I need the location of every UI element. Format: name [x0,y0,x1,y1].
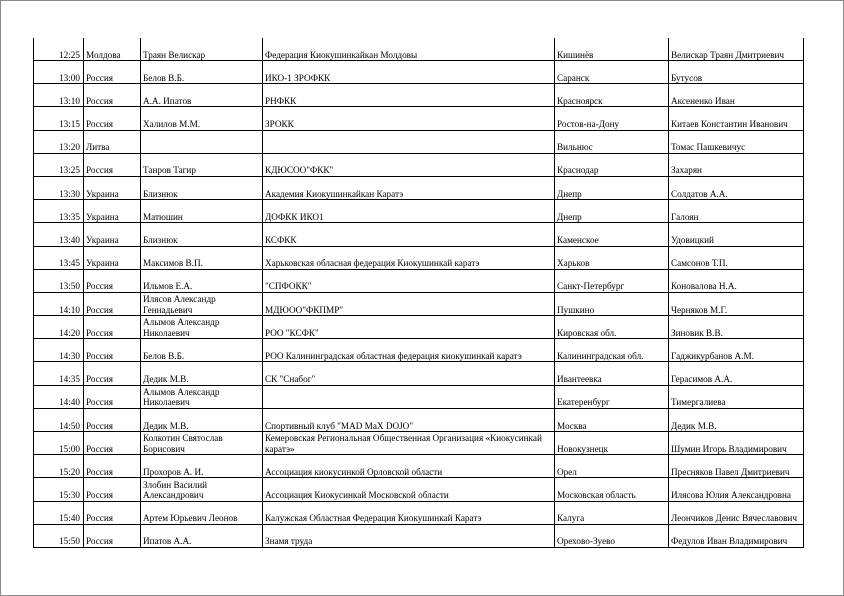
contact-cell: Пресняков Павел Дмитриевич [669,455,804,478]
country-cell: Украина [84,176,141,199]
city-cell: Пушкино [555,292,669,315]
city-cell: Орехово-Зуево [555,524,669,547]
contact-cell: Аксененко Иван [669,84,804,107]
person-cell: Илясов Александр Геннадьевич [141,292,263,315]
organization-cell: Спортивный клуб "MAD MaX DOJO" [263,408,555,431]
organization-cell: КСФКК [263,223,555,246]
contact-cell: Тимергалиева [669,385,804,408]
contact-cell: Захарян [669,153,804,176]
country-cell: Россия [84,84,141,107]
country-cell: Россия [84,408,141,431]
person-cell: Дедик М.В. [141,362,263,385]
organization-cell: ЗРОКК [263,107,555,130]
time-cell: 13:20 [34,130,84,153]
person-cell: Белов В.Б. [141,339,263,362]
time-cell: 14:30 [34,339,84,362]
country-cell: Россия [84,292,141,315]
person-cell: Прохоров А. И. [141,455,263,478]
city-cell: Московская область [555,478,669,501]
country-cell: Украина [84,200,141,223]
contact-cell: Гаджикурбанов А.М. [669,339,804,362]
organization-cell: РОО Калининградская областная федерация киокушинкай каратэ [263,339,555,362]
table-row [34,176,804,199]
person-cell: Колкотин Святослав Борисович [141,432,263,455]
country-cell: Россия [84,455,141,478]
country-cell: Россия [84,478,141,501]
city-cell: Калининградская обл. [555,339,669,362]
time-cell: 13:30 [34,176,84,199]
table-row [34,153,804,176]
organization-cell [263,130,555,153]
contact-cell: Бутусов [669,61,804,84]
table-row [34,292,804,315]
table-row [34,339,804,362]
time-cell: 15:50 [34,524,84,547]
city-cell: Екатеренбург [555,385,669,408]
person-cell [141,130,263,153]
contact-cell: Герасимов А.А. [669,362,804,385]
organization-cell: Знамя труда [263,524,555,547]
person-cell: Танров Тагир [141,153,263,176]
city-cell: Москва [555,408,669,431]
table-row [34,61,804,84]
organization-cell: РНФКК [263,84,555,107]
contact-cell: Удовицкий [669,223,804,246]
table-row [34,223,804,246]
table-row [34,269,804,292]
organization-cell [263,385,555,408]
city-cell: Ивантеевка [555,362,669,385]
time-cell: 15:40 [34,501,84,524]
country-cell: Россия [84,501,141,524]
time-cell: 14:40 [34,385,84,408]
person-cell: Траян Велискар [141,38,263,61]
person-cell: Дедик М.В. [141,408,263,431]
organization-cell: Харьковская обласная федерация Киокушинкай каратэ [263,246,555,269]
city-cell: Кишинёв [555,38,669,61]
person-cell: Халилов М.М. [141,107,263,130]
country-cell: Украина [84,223,141,246]
contact-cell: Черняков М.Г. [669,292,804,315]
table-row [34,84,804,107]
time-cell: 13:15 [34,107,84,130]
person-cell: Злобин Василий Александрович [141,478,263,501]
time-cell: 13:40 [34,223,84,246]
table-row [34,362,804,385]
time-cell: 14:10 [34,292,84,315]
table-row [34,455,804,478]
person-cell: Близнюк [141,176,263,199]
country-cell: Россия [84,269,141,292]
organization-cell: ИКО-1 ЗРОФКК [263,61,555,84]
person-cell: Ипатов А.А. [141,524,263,547]
table-row [34,200,804,223]
city-cell: Каменское [555,223,669,246]
person-cell: Ильмов Е.А. [141,269,263,292]
city-cell: Красноярск [555,84,669,107]
organization-cell: КДЮСОО"ФКК" [263,153,555,176]
time-cell: 13:35 [34,200,84,223]
organization-cell: Федерация Киокушинкайкан Молдовы [263,38,555,61]
contact-cell: Самсонов Т.П. [669,246,804,269]
city-cell: Ростов-на-Дону [555,107,669,130]
country-cell: Россия [84,385,141,408]
country-cell: Украина [84,246,141,269]
contact-cell: Илясова Юлия Александровна [669,478,804,501]
city-cell: Харьков [555,246,669,269]
country-cell: Россия [84,107,141,130]
city-cell: Кировская обл. [555,316,669,339]
time-cell: 13:45 [34,246,84,269]
organization-cell: Ассоциация Киокусинкай Московской области [263,478,555,501]
city-cell: Санкт-Петербург [555,269,669,292]
table-row [34,478,804,501]
organization-cell: Ассоциация киокусинкой Орловской области [263,455,555,478]
contact-cell: Китаев Константин Иванович [669,107,804,130]
table-row [34,107,804,130]
country-cell: Россия [84,153,141,176]
person-cell: Белов В.Б. [141,61,263,84]
city-cell: Вильнюс [555,130,669,153]
time-cell: 13:25 [34,153,84,176]
organization-cell: Академия Киокушинкайкан Каратэ [263,176,555,199]
city-cell: Новокузнецк [555,432,669,455]
time-cell: 13:10 [34,84,84,107]
city-cell: Днепр [555,200,669,223]
person-cell: Алымов Александр Николаевич [141,316,263,339]
table-row [34,408,804,431]
person-cell: А.А. Ипатов [141,84,263,107]
country-cell: Россия [84,362,141,385]
contact-cell: Томас Пашкевичус [669,130,804,153]
country-cell: Россия [84,524,141,547]
table-row [34,316,804,339]
organization-cell: Калужская Областная Федерация Киокушинкай Каратэ [263,501,555,524]
city-cell: Днепр [555,176,669,199]
country-cell: Россия [84,432,141,455]
contact-cell: Леончиков Денис Вячеславович [669,501,804,524]
table-row [34,524,804,547]
contact-cell: Федулов Иван Владимирович [669,524,804,547]
contact-cell: Коновалова Н.А. [669,269,804,292]
city-cell: Калуга [555,501,669,524]
person-cell: Алымов Александр Николаевич [141,385,263,408]
time-cell: 14:35 [34,362,84,385]
organization-cell: СК "Снабог" [263,362,555,385]
time-cell: 13:00 [34,61,84,84]
person-cell: Близнюк [141,223,263,246]
city-cell: Орел [555,455,669,478]
organization-cell: РОО "КСФК" [263,316,555,339]
schedule-table [33,38,804,548]
country-cell: Россия [84,316,141,339]
organization-cell: Кемеровская Региональная Общественная Организация «Киокусинкай каратэ» [263,432,555,455]
table-row [34,38,804,61]
contact-cell: Дедик М.В. [669,408,804,431]
person-cell: Матюшин [141,200,263,223]
table-row [34,246,804,269]
contact-cell: Галоян [669,200,804,223]
table-row [34,385,804,408]
time-cell: 13:50 [34,269,84,292]
organization-cell: МДЮОО"ФКПМР" [263,292,555,315]
city-cell: Саранск [555,61,669,84]
country-cell: Литва [84,130,141,153]
time-cell: 15:00 [34,432,84,455]
country-cell: Россия [84,339,141,362]
contact-cell: Солдатов А.А. [669,176,804,199]
country-cell: Молдова [84,38,141,61]
organization-cell: "СПФОКК" [263,269,555,292]
table-row [34,501,804,524]
time-cell: 15:30 [34,478,84,501]
time-cell: 14:50 [34,408,84,431]
city-cell: Краснодар [555,153,669,176]
contact-cell: Шумин Игорь Владимирович [669,432,804,455]
time-cell: 14:20 [34,316,84,339]
contact-cell: Велискар Траян Дмитриевич [669,38,804,61]
person-cell: Максимов В.П. [141,246,263,269]
organization-cell: ДОФКК ИКО1 [263,200,555,223]
time-cell: 12:25 [34,38,84,61]
time-cell: 15:20 [34,455,84,478]
person-cell: Артем Юрьевич Леонов [141,501,263,524]
table-row [34,130,804,153]
country-cell: Россия [84,61,141,84]
contact-cell: Зиновик В.В. [669,316,804,339]
table-row [34,432,804,455]
schedule-rows [34,38,804,547]
